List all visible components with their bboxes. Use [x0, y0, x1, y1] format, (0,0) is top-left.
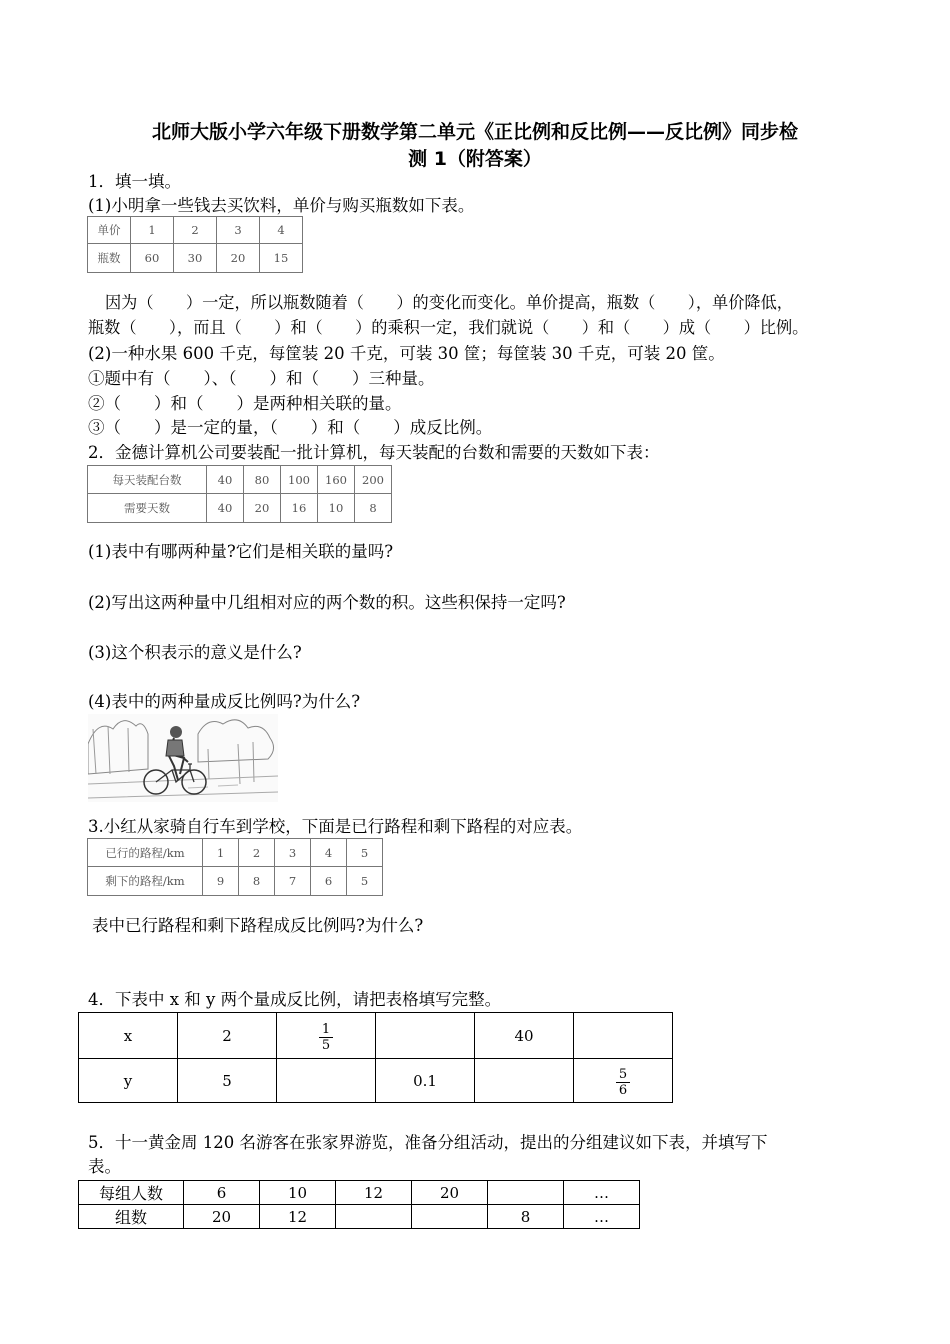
table-cell: 3	[275, 839, 311, 867]
table-cell: 需要天数	[88, 494, 207, 523]
q4-xy-table	[78, 1012, 673, 1103]
table-cell: 8	[239, 867, 275, 896]
table-cell: 40	[207, 494, 244, 523]
table-cell: 40	[475, 1013, 574, 1059]
q2-sub3: (3)这个积表示的意义是什么?	[88, 643, 302, 662]
table-cell: 100	[281, 466, 318, 494]
table-cell: 瓶数	[88, 244, 131, 273]
q1-part1-line2: 瓶数（ ），而且（ ）和（ ）的乘积一定，我们就说（ ）和（ ）成（ ）比例。	[88, 318, 809, 337]
table-cell-blank	[412, 1205, 488, 1229]
table-cell-blank	[336, 1205, 412, 1229]
q1-part1-intro: (1)小明拿一些钱去买饮料，单价与购买瓶数如下表。	[88, 196, 475, 215]
table-cell: 0.1	[376, 1059, 475, 1103]
table-cell: 20	[184, 1205, 260, 1229]
fraction-numerator: 1	[319, 1022, 333, 1038]
table-cell: 1	[203, 839, 239, 867]
table-cell: 3	[217, 217, 260, 244]
fraction	[319, 1022, 333, 1053]
q2-heading: 2．金德计算机公司要装配一批计算机，每天装配的台数和需要的天数如下表：	[88, 443, 660, 462]
table-cell: …	[564, 1181, 640, 1205]
table-cell: 16	[281, 494, 318, 523]
table-cell: 20	[412, 1181, 488, 1205]
fraction	[616, 1067, 630, 1098]
fraction-denominator: 6	[618, 1082, 628, 1098]
q1-part2-intro: (2)一种水果 600 千克，每筐装 20 千克，可装 30 筐；每筐装 30 千克，可装 20 筐。	[88, 344, 725, 363]
q2-sub2: (2)写出这两种量中几组相对应的两个数的积。这些积保持一定吗?	[88, 593, 566, 612]
table-cell: 15	[260, 244, 303, 273]
table-cell-blank	[574, 1013, 673, 1059]
q1-part2-a: ①题中有（ ）、（ ）和（ ）三种量。	[88, 369, 435, 388]
page-title-line2: 测 1（附答案）	[408, 148, 542, 170]
q5-heading-line1: 5．十一黄金周 120 名游客在张家界游览，准备分组活动，提出的分组建议如下表，并填写下	[88, 1133, 768, 1152]
table-cell-blank	[475, 1059, 574, 1103]
cyclist-illustration	[88, 714, 278, 802]
table-cell: 已行的路程/km	[88, 839, 203, 867]
table-cell-blank	[488, 1181, 564, 1205]
q5-group-table	[78, 1180, 640, 1229]
q5-heading-line2: 表。	[88, 1157, 121, 1176]
table-cell: 2	[178, 1013, 277, 1059]
table-cell: 5	[347, 867, 383, 896]
q1-part2-b: ②（ ）和（ ）是两种相关联的量。	[88, 394, 402, 413]
table-cell: 20	[217, 244, 260, 273]
table-cell: 80	[244, 466, 281, 494]
table-cell: 2	[174, 217, 217, 244]
page-title: 北师大版小学六年级下册数学第二单元《正比例和反比例——反比例》同步检	[151, 121, 798, 143]
table-cell: 4	[311, 839, 347, 867]
table-cell-blank	[376, 1013, 475, 1059]
table-cell: 6	[184, 1181, 260, 1205]
table-cell: 200	[355, 466, 392, 494]
table-cell-blank	[277, 1059, 376, 1103]
table-cell: 160	[318, 466, 355, 494]
table-cell: 20	[244, 494, 281, 523]
table-cell: 每组人数	[79, 1181, 184, 1205]
q3-heading: 3.小红从家骑自行车到学校，下面是已行路程和剩下路程的对应表。	[88, 817, 583, 836]
table-cell: 60	[131, 244, 174, 273]
q2-sub1: (1)表中有哪两种量?它们是相关联的量吗?	[88, 542, 394, 561]
q1-part1-line1: 因为（ ）一定，所以瓶数随着（ ）的变化而变化。单价提高，瓶数（ ），单价降低，	[105, 293, 793, 312]
table-cell: 1	[131, 217, 174, 244]
table-cell: 40	[207, 466, 244, 494]
table-cell: 2	[239, 839, 275, 867]
table-cell: 单价	[88, 217, 131, 244]
table-cell: 剩下的路程/km	[88, 867, 203, 896]
fraction-numerator: 5	[616, 1067, 630, 1083]
fraction-denominator: 5	[321, 1037, 331, 1053]
q4-heading: 4．下表中 x 和 y 两个量成反比例，请把表格填写完整。	[88, 990, 502, 1009]
table-cell: 5	[347, 839, 383, 867]
table-cell: 组数	[79, 1205, 184, 1229]
table-cell: …	[564, 1205, 640, 1229]
table-cell: 每天装配台数	[88, 466, 207, 494]
table-cell: 4	[260, 217, 303, 244]
table-cell: 9	[203, 867, 239, 896]
table-cell: 12	[336, 1181, 412, 1205]
q3-distance-table	[87, 838, 383, 896]
q1-heading: 1．填一填。	[88, 172, 181, 191]
q2-assembly-table	[87, 465, 392, 523]
table-cell: 5	[178, 1059, 277, 1103]
table-cell	[574, 1059, 673, 1103]
table-cell: 10	[318, 494, 355, 523]
table-cell: 8	[488, 1205, 564, 1229]
table-cell: 30	[174, 244, 217, 273]
q3-question: 表中已行路程和剩下路程成反比例吗?为什么?	[92, 916, 424, 935]
q2-sub4: (4)表中的两种量成反比例吗?为什么?	[88, 692, 361, 711]
q1-price-table	[87, 216, 303, 273]
table-cell: 7	[275, 867, 311, 896]
table-cell: y	[79, 1059, 178, 1103]
q1-part2-c: ③（ ）是一定的量，（ ）和（ ）成反比例。	[88, 418, 493, 437]
table-cell: 10	[260, 1181, 336, 1205]
table-cell: x	[79, 1013, 178, 1059]
table-cell: 6	[311, 867, 347, 896]
table-cell: 12	[260, 1205, 336, 1229]
table-cell: 8	[355, 494, 392, 523]
table-cell	[277, 1013, 376, 1059]
